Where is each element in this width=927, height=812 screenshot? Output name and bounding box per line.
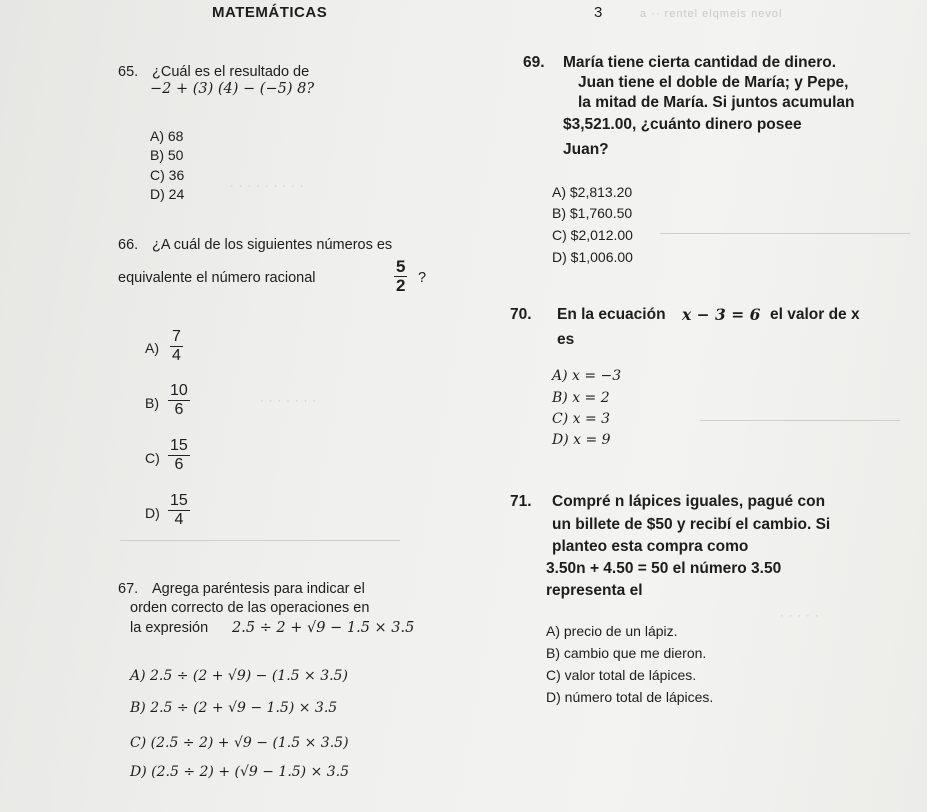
- option-d: D) 24: [150, 186, 185, 202]
- bleed-through: · · · · · · ·: [260, 395, 317, 407]
- question-expression: −2 + (3) (4) − (−5) 8?: [150, 81, 315, 97]
- question-number: 66.: [118, 237, 139, 253]
- option-d: D) x = 9: [552, 432, 611, 448]
- option-c-label: C): [145, 450, 160, 466]
- divider: [120, 540, 400, 541]
- question-number: 70.: [510, 306, 532, 323]
- option-b: B) $1,760.50: [552, 205, 633, 221]
- option-c: C) 36: [150, 167, 185, 183]
- option-b: B) cambio que me dieron.: [546, 645, 707, 661]
- question-text: un billete de $50 y recibí el cambio. Si: [552, 516, 831, 533]
- question-text: Agrega paréntesis para indicar el: [152, 581, 365, 597]
- fraction-denominator: 6: [174, 401, 184, 418]
- question-text: equivalente el número racional: [118, 270, 316, 286]
- fraction-numerator: 5: [396, 257, 406, 276]
- divider: [700, 420, 900, 421]
- option-c: C) $2,012.00: [552, 227, 633, 243]
- question-text: Compré n lápices iguales, pagué con: [552, 493, 826, 510]
- question-mark: ?: [418, 270, 427, 286]
- bleed-through: · · · · · · · · ·: [230, 180, 305, 192]
- fraction-denominator: 6: [174, 456, 184, 473]
- question-number: 71.: [510, 493, 532, 510]
- option-a: A) $2,813.20: [552, 184, 633, 200]
- fraction-numerator: 7: [172, 328, 181, 345]
- bleed-through: a ·· rentel elqmeis nevol: [640, 8, 783, 20]
- question-text: orden correcto de las operaciones en: [130, 600, 370, 616]
- option-a-label: A): [145, 340, 159, 356]
- option-a: A) x = −3: [552, 368, 622, 384]
- question-number: 65.: [118, 64, 139, 80]
- fraction-denominator: 4: [172, 347, 181, 364]
- option-d: D) (2.5 ÷ 2) + (√9 − 1.5) × 3.5: [130, 764, 350, 780]
- option-b: B) x = 2: [552, 390, 610, 406]
- question-text: representa el: [546, 582, 643, 599]
- question-text: el valor de x: [770, 306, 860, 323]
- question-number: 69.: [523, 54, 545, 71]
- option-d-fraction: [168, 492, 190, 529]
- page-number: 3: [594, 4, 603, 21]
- fraction-denominator: 4: [174, 511, 184, 528]
- subject-title: MATEMÁTICAS: [212, 4, 328, 21]
- fraction-numerator: 15: [170, 437, 188, 454]
- question-text: María tiene cierta cantidad de dinero.: [563, 54, 837, 71]
- option-a-fraction: [170, 328, 183, 365]
- question-equation: x − 3 = 6: [682, 305, 761, 324]
- question-expression: 2.5 ÷ 2 + √9 − 1.5 × 3.5: [232, 620, 415, 636]
- option-d: D) número total de lápices.: [546, 689, 714, 705]
- option-c: C) (2.5 ÷ 2) + √9 − (1.5 × 3.5): [130, 735, 349, 751]
- question-text: Juan?: [563, 141, 609, 158]
- option-b-fraction: [168, 382, 190, 419]
- question-text: Juan tiene el doble de María; y Pepe,: [578, 74, 849, 91]
- option-a: A) 68: [150, 128, 184, 144]
- question-number: 67.: [118, 581, 139, 597]
- question-text: 3.50n + 4.50 = 50 el número 3.50: [546, 560, 782, 577]
- question-text: la expresión: [130, 620, 209, 636]
- fraction-numerator: 10: [170, 382, 188, 399]
- option-b: B) 2.5 ÷ (2 + √9 − 1.5) × 3.5: [130, 700, 338, 716]
- fraction-numerator: 15: [170, 492, 188, 509]
- fraction-denominator: 2: [396, 276, 406, 295]
- option-c-fraction: [168, 437, 190, 474]
- question-text: En la ecuación: [557, 306, 666, 323]
- question-text: planteo esta compra como: [552, 538, 749, 555]
- option-b-label: B): [145, 395, 159, 411]
- question-text: $3,521.00, ¿cuánto dinero posee: [563, 116, 802, 133]
- question-text: ¿A cuál de los siguientes números es: [152, 237, 393, 253]
- option-c: C) valor total de lápices.: [546, 667, 697, 683]
- option-b: B) 50: [150, 147, 184, 163]
- question-text: es: [557, 331, 575, 348]
- option-d: D) $1,006.00: [552, 249, 633, 265]
- question-fraction: [394, 258, 407, 295]
- divider: [660, 233, 910, 234]
- option-a: A) precio de un lápiz.: [546, 623, 678, 639]
- question-text: la mitad de María. Si juntos acumulan: [578, 94, 855, 111]
- option-d-label: D): [145, 505, 160, 521]
- option-a: A) 2.5 ÷ (2 + √9) − (1.5 × 3.5): [130, 668, 348, 684]
- bleed-through: · · · · ·: [780, 610, 820, 622]
- option-c: C) x = 3: [552, 411, 611, 427]
- question-text: ¿Cuál es el resultado de: [152, 64, 310, 80]
